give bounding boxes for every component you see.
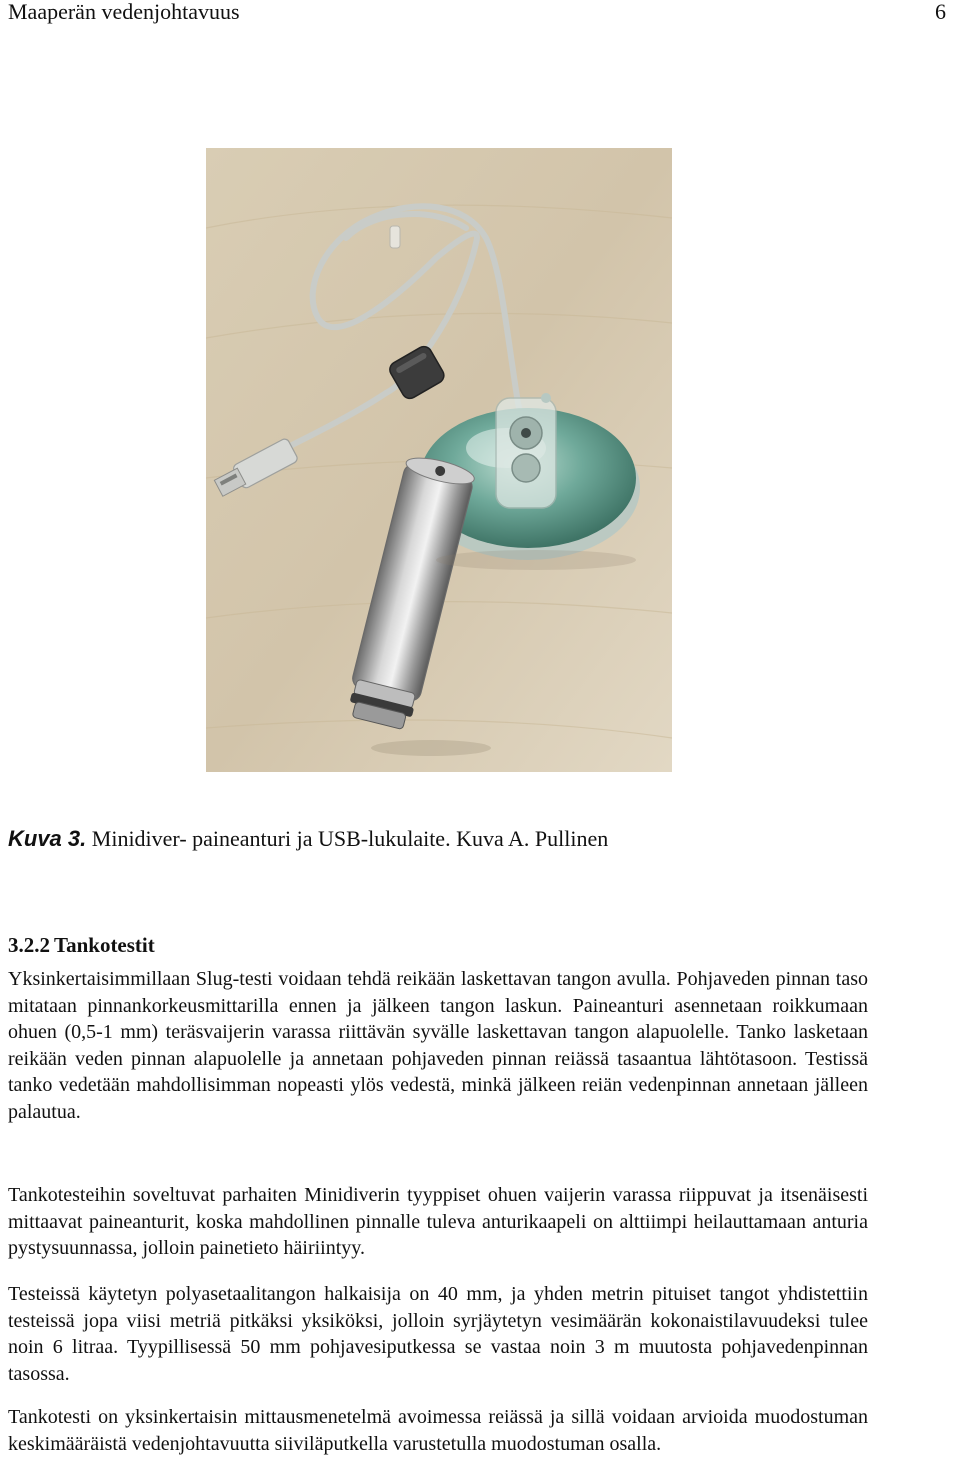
document-title: Maaperän vedenjohtavuus bbox=[8, 0, 240, 24]
paragraph-3: Testeissä käytetyn polyasetaalitangon halkaisija on 40 mm, ja yhden metrin pituiset tangot yhdistettiin testeissä jopa viisi metriä pitkäksi yksiköksi, jolloin syrjäytetyn vesimäärän kokonaistilavuudeksi tulee noin 6 litraa. Tyypillisessä 50 mm pohjavesiputkessa se vastaa noin 3 m muutosta pohjavedenpinnan tasossa. bbox=[8, 1283, 868, 1385]
figure-caption bbox=[8, 826, 608, 852]
paragraph-2: Tankotesteihin soveltuvat parhaiten Minidiverin tyyppiset ohuen vaijerin varassa riippuvat ja itsenäisesti mittaavat paineanturit, koska mahdollinen pinnalle tuleva anturikaapeli on alttiimpi heilauttamaan anturia pystysuunnassa, jolloin painetieto häiriintyy. bbox=[8, 1184, 868, 1259]
section-title: Tankotestit bbox=[54, 933, 155, 957]
section-number: 3.2.2 bbox=[8, 933, 50, 957]
figure-caption-text: Minidiver- paineanturi ja USB-lukulaite. Kuva A. Pullinen bbox=[86, 826, 609, 851]
photo-minidiver-usb-reader bbox=[206, 148, 672, 772]
photo-illustration bbox=[206, 148, 672, 772]
page-header bbox=[8, 0, 954, 26]
page-number: 6 bbox=[935, 0, 946, 24]
paragraph-4: Tankotesti on yksinkertaisin mittausmenetelmä avoimessa reiässä ja sillä voidaan arvioida muodostuman keskimääräistä vedenjohtavuutta siiviläputkella varustetulla muodostuman osalla. bbox=[8, 1406, 868, 1455]
section-heading bbox=[8, 932, 155, 958]
figure-caption-label: Kuva 3. bbox=[8, 826, 87, 851]
paragraph-1: Yksinkertaisimmillaan Slug-testi voidaan tehdä reikään laskettavan tangon avulla. Pohjaveden pinnan taso mitataan pinnankorkeusmittarilla ennen ja jälkeen tangon laskun. Paineanturi asennetaan roikkumaan ohuen (0,5-1 mm) teräsvaijerin varassa riittävän syvälle laskettavan tangon alapuolelle. Tanko lasketaan reikään veden pinnan alapuolelle ja annetaan pohjaveden pinnan reiässä tasaantua lähtötasoon. Testissä tanko vedetään mahdollisimman nopeasti ylös vedestä, minkä jälkeen reiän vedenpinnan annetaan jälleen palautua. bbox=[8, 968, 868, 1123]
